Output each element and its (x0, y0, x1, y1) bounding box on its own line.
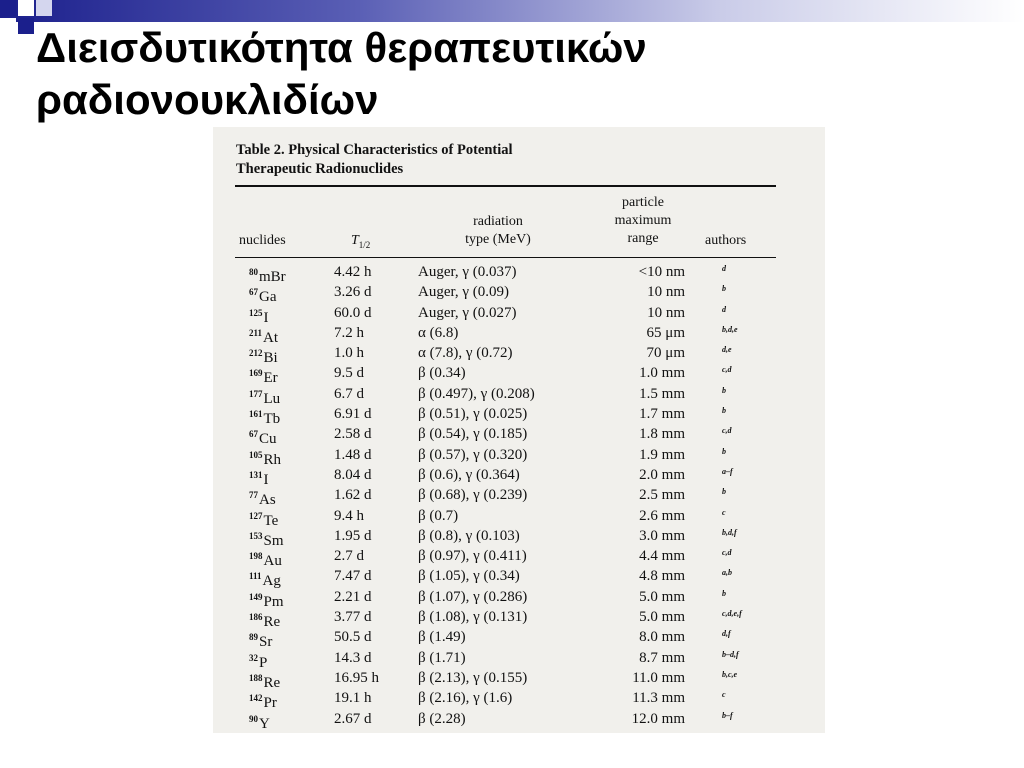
decor-square (18, 0, 34, 16)
mass-number: 67 (249, 429, 258, 440)
half-life-cell: 2.21 d (334, 588, 372, 605)
authors-cell: d (722, 264, 726, 273)
table-row (213, 607, 825, 631)
radiation-cell: β (1.08), γ (0.131) (418, 609, 528, 626)
range-cell: <10 nm (638, 264, 685, 280)
radiation-cell: β (0.54), γ (0.185) (418, 426, 528, 443)
authors-cell: b–d,f (722, 649, 739, 659)
header-particle-line-3: range (627, 231, 659, 246)
element-symbol: Pm (263, 593, 284, 610)
range-cell: 10 nm (647, 304, 685, 321)
authors-cell: b (722, 446, 726, 456)
mass-number: 211 (249, 327, 263, 338)
table-row (213, 363, 825, 387)
element-symbol: Rh (263, 451, 282, 468)
decor-square (36, 0, 52, 16)
authors-cell: b (722, 588, 726, 598)
radiation-cell: β (2.16), γ (1.6) (418, 690, 513, 707)
range-cell: 1.5 mm (639, 385, 685, 402)
half-life-cell: 2.67 d (334, 710, 372, 727)
range-cell: 1.8 mm (639, 426, 685, 443)
table-row (213, 506, 825, 529)
authors-cell: c,d (722, 426, 732, 436)
range-cell: 8.0 mm (639, 629, 685, 646)
caption-line-2: Therapeutic Radionuclides (236, 161, 404, 177)
range-cell: 2.6 mm (639, 507, 685, 524)
half-life-cell: 6.91 d (334, 406, 372, 423)
half-life-cell: 14.3 d (334, 649, 372, 666)
element-symbol: mBr (259, 269, 286, 285)
table-caption (236, 141, 513, 179)
mass-number: 169 (249, 368, 263, 379)
slide-title: Διεισδυτικότητα θεραπευτικών ραδιονουκλιδίων (36, 24, 647, 123)
table-row (213, 303, 825, 326)
element-symbol: Ga (259, 289, 277, 306)
authors-cell: b–f (722, 710, 733, 720)
range-cell: 1.0 mm (639, 365, 685, 382)
radiation-cell: β (0.68), γ (0.239) (418, 487, 528, 504)
mass-number: 111 (249, 571, 262, 582)
radiation-cell: β (0.34) (418, 365, 466, 382)
half-life-cell: 16.95 h (334, 669, 379, 686)
element-symbol: I (263, 309, 269, 326)
authors-cell: b,d,e (722, 324, 738, 334)
authors-cell: b (722, 284, 726, 294)
range-cell: 4.8 mm (639, 568, 685, 585)
half-life-cell: 60.0 d (334, 304, 372, 321)
range-cell: 10 nm (647, 284, 685, 301)
radiation-cell: β (2.13), γ (0.155) (418, 669, 528, 686)
half-life-cell: 3.77 d (334, 609, 372, 626)
mass-number: 32 (249, 652, 258, 663)
authors-cell: c,d (722, 365, 732, 375)
mass-number: 77 (249, 490, 258, 501)
table-row (213, 424, 825, 448)
range-cell: 1.9 mm (639, 446, 685, 463)
nuclide-cell (249, 709, 270, 734)
range-cell: 4.4 mm (639, 548, 685, 565)
radiation-cell: β (0.97), γ (0.411) (418, 548, 527, 565)
element-symbol: Pr (263, 695, 277, 712)
authors-cell: a–f (722, 466, 733, 476)
authors-cell: b (722, 487, 726, 497)
radiation-cell: Auger, γ (0.09) (418, 284, 510, 301)
element-symbol: Tb (263, 411, 281, 428)
table-body (213, 262, 825, 732)
radiation-cell: α (7.8), γ (0.72) (418, 345, 513, 362)
table-row (213, 465, 825, 488)
header-nuclides: nuclides (239, 233, 286, 248)
half-life-cell: 2.7 d (334, 548, 364, 565)
authors-cell: c (722, 690, 726, 700)
table-row (213, 323, 825, 346)
mass-number: 161 (249, 409, 263, 420)
slide-header-bar (0, 0, 1024, 22)
table-row (213, 485, 825, 509)
radiation-cell: β (1.71) (418, 649, 466, 666)
mass-number: 153 (249, 530, 263, 541)
mass-number: 149 (249, 591, 263, 602)
element-symbol: Lu (263, 390, 281, 407)
table-row (213, 282, 825, 306)
range-cell: 11.0 mm (632, 669, 685, 686)
element-symbol: At (263, 329, 279, 346)
range-cell: 1.7 mm (639, 406, 685, 423)
radiation-cell: β (1.49) (418, 629, 466, 646)
authors-cell: c,d (722, 548, 732, 558)
table-header-rule (235, 257, 776, 258)
authors-cell: b,d,f (722, 527, 737, 537)
half-life-cell: 1.48 d (334, 446, 372, 463)
table-row (213, 566, 825, 590)
table-row (213, 688, 825, 712)
element-symbol: Sm (263, 532, 284, 549)
half-life-cell: 8.04 d (334, 466, 372, 483)
range-cell: 2.5 mm (639, 487, 685, 504)
half-life-cell: 2.58 d (334, 426, 372, 443)
mass-number: 212 (249, 348, 263, 359)
table-row (213, 709, 825, 732)
element-symbol: Re (263, 674, 281, 691)
half-life-cell: 6.7 d (334, 385, 364, 402)
element-symbol: Re (263, 614, 281, 631)
element-symbol: P (259, 654, 268, 671)
mass-number: 198 (249, 551, 263, 562)
header-radiation (428, 213, 568, 249)
half-life-subscript: 1/2 (358, 239, 371, 250)
table-row (213, 587, 825, 610)
header-radiation-line-1: radiation (473, 214, 523, 229)
table-row (213, 404, 825, 428)
mass-number: 131 (249, 469, 263, 480)
half-life-cell: 1.0 h (334, 345, 364, 362)
radiation-cell: α (6.8) (418, 324, 459, 341)
authors-cell: c,d,e,f (722, 609, 742, 619)
half-life-cell: 1.62 d (334, 487, 372, 504)
radiation-cell: β (0.6), γ (0.364) (418, 466, 520, 483)
table-row (213, 384, 825, 407)
decor-square (0, 0, 16, 16)
authors-cell: d,e (722, 345, 732, 355)
element-symbol: Bi (263, 350, 278, 367)
half-life-cell: 19.1 h (334, 690, 372, 707)
header-authors: authors (705, 233, 747, 248)
element-symbol: Cu (259, 431, 277, 448)
radiation-cell: β (0.51), γ (0.025) (418, 406, 528, 423)
header-particle-line-1: particle (622, 195, 664, 210)
element-symbol: As (259, 492, 276, 509)
mass-number: 186 (249, 612, 263, 623)
authors-cell: b (722, 385, 726, 395)
header-half-life (351, 232, 370, 254)
mass-number: 105 (249, 449, 263, 460)
half-life-cell: 3.26 d (334, 284, 372, 301)
half-life-cell: 7.47 d (334, 568, 372, 585)
range-cell: 2.0 mm (639, 466, 685, 483)
header-radiation-line-2: type (MeV) (465, 232, 531, 247)
half-life-cell: 4.42 h (334, 264, 372, 280)
mass-number: 67 (249, 287, 258, 298)
half-life-cell: 9.5 d (334, 365, 364, 382)
range-cell: 11.3 mm (632, 690, 685, 707)
element-symbol: Te (263, 512, 279, 529)
mass-number: 142 (249, 693, 263, 704)
radiation-cell: Auger, γ (0.027) (418, 304, 517, 321)
header-particle-line-2: maximum (614, 213, 672, 228)
range-cell: 5.0 mm (639, 588, 685, 605)
half-life-symbol: T (351, 233, 359, 248)
radiation-cell: β (0.57), γ (0.320) (418, 446, 528, 463)
element-symbol: Au (263, 553, 282, 570)
mass-number: 80 (249, 267, 258, 277)
authors-cell: a,b (722, 568, 732, 578)
authors-cell: c (722, 507, 726, 517)
table-top-rule (235, 185, 776, 187)
half-life-cell: 7.2 h (334, 324, 364, 341)
table-row (213, 262, 825, 285)
range-cell: 5.0 mm (639, 609, 685, 626)
half-life-cell: 1.95 d (334, 527, 372, 544)
range-cell: 3.0 mm (639, 527, 685, 544)
authors-cell: d,f (722, 629, 731, 639)
half-life-cell: 50.5 d (334, 629, 372, 646)
decor-square (18, 18, 34, 34)
range-cell: 12.0 mm (631, 710, 685, 727)
mass-number: 188 (249, 672, 263, 683)
element-symbol: Sr (259, 634, 273, 651)
table-row (213, 648, 825, 671)
table-row (213, 627, 825, 651)
table-row (213, 526, 825, 549)
range-cell: 70 μm (646, 345, 685, 362)
half-life-cell: 9.4 h (334, 507, 364, 524)
radiation-cell: β (0.8), γ (0.103) (418, 527, 520, 544)
element-symbol: Y (259, 715, 270, 732)
mass-number: 127 (249, 510, 263, 521)
header-particle-range (588, 194, 698, 248)
radiation-cell: Auger, γ (0.037) (418, 264, 517, 280)
mass-number: 90 (249, 713, 258, 724)
authors-cell: b (722, 406, 726, 416)
table-row (213, 343, 825, 367)
mass-number: 177 (249, 388, 263, 399)
range-cell: 65 μm (646, 324, 685, 341)
radiation-cell: β (1.07), γ (0.286) (418, 588, 528, 605)
mass-number: 125 (249, 307, 263, 318)
element-symbol: Ag (262, 573, 281, 590)
authors-cell: d (722, 304, 726, 314)
table-scan (213, 127, 825, 733)
mass-number: 89 (249, 632, 258, 643)
table-row (213, 546, 825, 570)
radiation-cell: β (2.28) (418, 710, 466, 727)
radiation-cell: β (1.05), γ (0.34) (418, 568, 520, 585)
table-row (213, 445, 825, 468)
caption-line-1: Table 2. Physical Characteristics of Potential (236, 142, 513, 158)
radiation-cell: β (0.497), γ (0.208) (418, 385, 535, 402)
decor-square (0, 18, 16, 34)
authors-cell: b,c,e (722, 669, 738, 679)
element-symbol: I (263, 471, 269, 488)
radiation-cell: β (0.7) (418, 507, 459, 524)
table-row (213, 668, 825, 691)
element-symbol: Er (263, 370, 278, 387)
range-cell: 8.7 mm (639, 649, 685, 666)
